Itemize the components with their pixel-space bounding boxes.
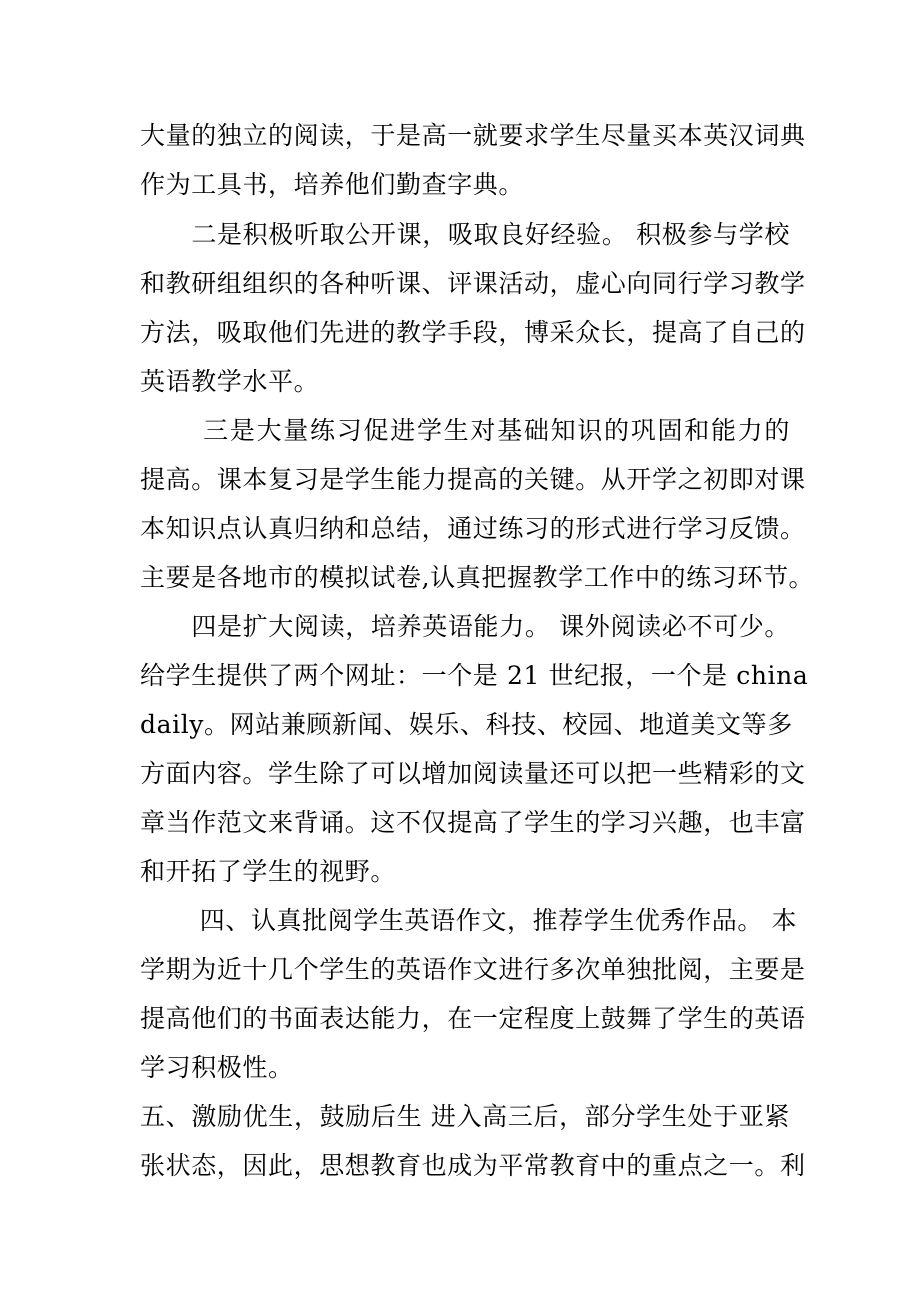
text-line: 提高。课本复习是学生能力提高的关键。从开学之初即对课: [140, 465, 806, 494]
text-line: daily。网站兼顾新闻、娱乐、科技、校园、地道美文等多: [140, 710, 793, 739]
text-line: 方法，吸取他们先进的教学手段，博采众长，提高了自己的: [140, 318, 806, 347]
text-line: 四是扩大阅读，培养英语能力。 课外阅读必不可少。: [140, 612, 790, 641]
text-line: 主要是各地市的模拟试卷,认真把握教学工作中的练习环节。: [140, 563, 815, 592]
text-line: 二是积极听取公开课，吸取良好经验。 积极参与学校: [140, 220, 790, 249]
text-line: 三是大量练习促进学生对基础知识的巩固和能力的: [140, 416, 790, 445]
text-line: 英语教学水平。: [140, 367, 320, 396]
text-line: 学习积极性。: [140, 1053, 294, 1082]
text-line: 给学生提供了两个网址：一个是 21 世纪报，一个是 china: [140, 661, 809, 690]
text-line: 方面内容。学生除了可以增加阅读量还可以把一些精彩的文: [140, 759, 806, 788]
text-line: 提高他们的书面表达能力，在一定程度上鼓舞了学生的英语: [140, 1004, 806, 1033]
text-line: 和开拓了学生的视野。: [140, 857, 397, 886]
text-line: 和教研组组织的各种听课、评课活动，虚心向同行学习教学: [140, 269, 806, 298]
text-line: 学期为近十几个学生的英语作文进行多次单独批阅，主要是: [140, 955, 806, 984]
text-line: 作为工具书，培养他们勤查字典。: [140, 170, 525, 199]
text-line: 章当作范文来背诵。这不仅提高了学生的学习兴趣，也丰富: [140, 808, 806, 837]
text-line: 大量的独立的阅读，于是高一就要求学生尽量买本英汉词典: [140, 121, 806, 150]
text-line: 张状态，因此，思想教育也成为平常教育中的重点之一。利: [140, 1151, 806, 1180]
text-line: 四、认真批阅学生英语作文，推荐学生优秀作品。 本: [140, 906, 798, 935]
text-line: 五、激励优生，鼓励后生 进入高三后，部分学生处于亚紧: [140, 1102, 790, 1131]
text-line: 本知识点认真归纳和总结，通过练习的形式进行学习反馈。: [140, 514, 806, 543]
